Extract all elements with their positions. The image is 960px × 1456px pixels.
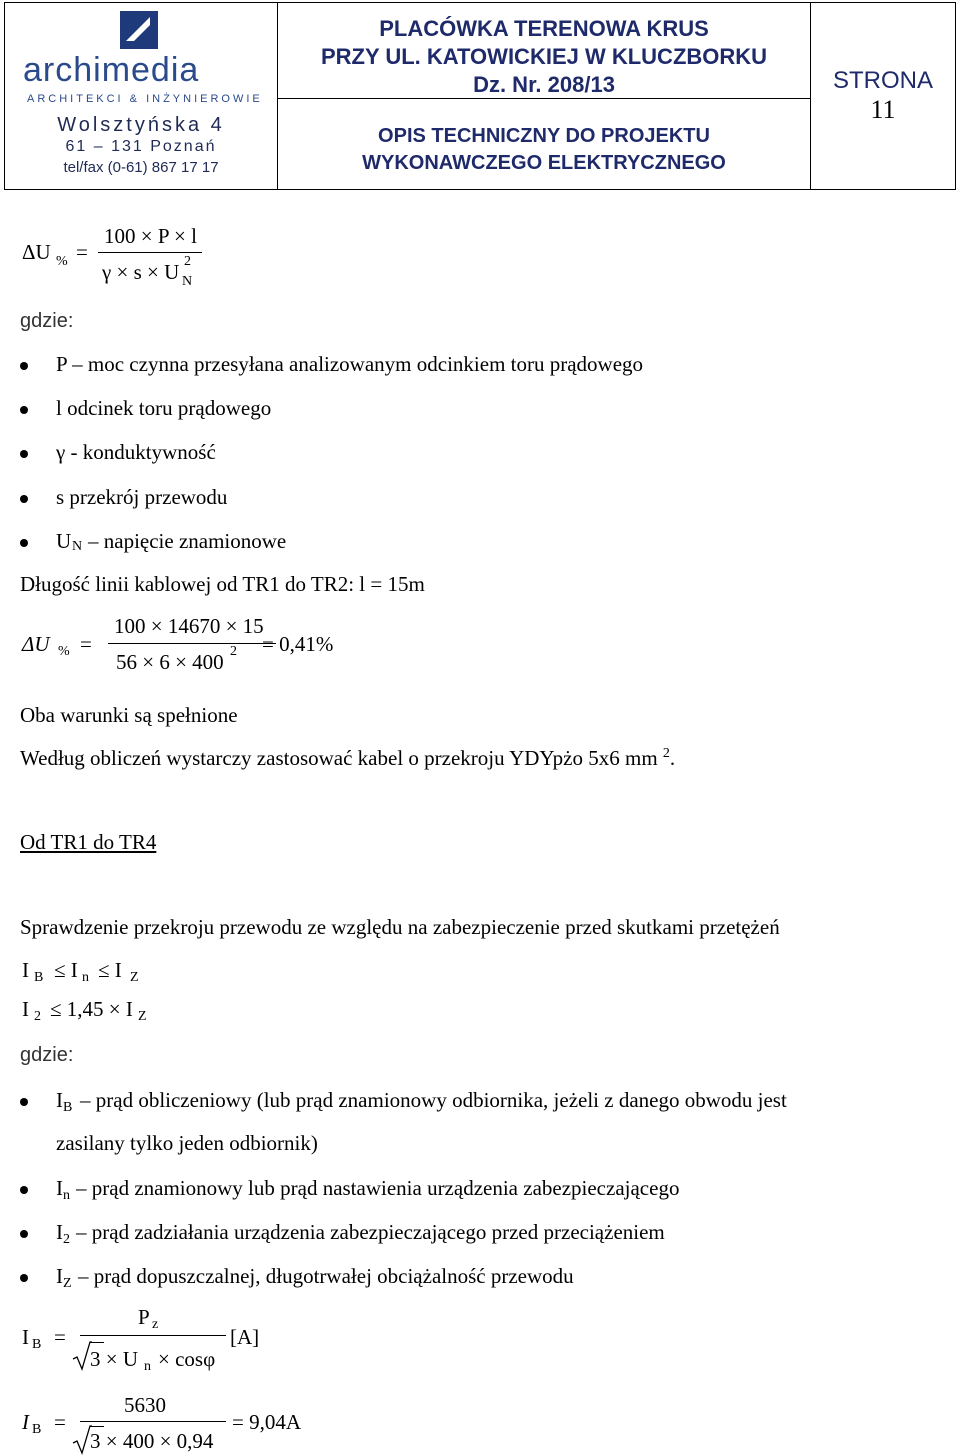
project-title bbox=[278, 3, 810, 99]
logo-sub: ARCHITEKCI & INŻYNIEROWIE bbox=[27, 93, 263, 105]
f4-denominator: 3 × 400 × 0,94 bbox=[90, 1429, 214, 1453]
logo bbox=[5, 3, 277, 109]
subtitle-line-1: OPIS TECHNICZNY DO PROJEKTU bbox=[378, 125, 710, 147]
f2-fraction-bar bbox=[108, 643, 276, 644]
def2-sub: B bbox=[63, 1100, 73, 1115]
title-line-3: Dz. Nr. 208/13 bbox=[473, 72, 615, 97]
logo-mark-icon bbox=[120, 11, 158, 49]
page-header bbox=[4, 2, 956, 190]
f4-lhs: I bbox=[22, 1410, 29, 1434]
def2-desc: prąd dopuszczalnej, długotrwałej obciążalność przewodu bbox=[93, 1264, 574, 1288]
title-line-1: PLACÓWKA TERENOWA KRUS bbox=[379, 16, 709, 41]
logo-cell bbox=[5, 3, 278, 190]
f3-equals: = bbox=[54, 1325, 66, 1349]
gdzie-label-1: gdzie: bbox=[20, 310, 74, 332]
def2-sym: I bbox=[56, 1176, 63, 1200]
page-number: 11 bbox=[870, 95, 896, 124]
def2-desc: prąd zadziałania urządzenia zabezpieczającego przed przeciążeniem bbox=[91, 1220, 665, 1244]
bullet-icon bbox=[20, 1186, 28, 1194]
cond1-ib-sub: B bbox=[34, 970, 44, 985]
recommendation-text: Według obliczeń wystarczy zastosować kabel o przekroju YDYpżo 5x6 mm bbox=[20, 746, 658, 770]
def2-sym: I bbox=[56, 1264, 63, 1288]
cable-length-text: Długość linii kablowej od TR1 do TR2: l = 15m bbox=[20, 572, 425, 596]
def2-sub: n bbox=[63, 1188, 70, 1203]
f1-fraction-bar bbox=[98, 252, 202, 253]
def2-text: – prąd znamionowy lub prąd nastawienia urządzenia zabezpieczającego bbox=[76, 1176, 680, 1200]
f2-lhs-sub: % bbox=[58, 644, 70, 659]
company-address bbox=[5, 113, 277, 179]
f2-numerator: 100 × 14670 × 15 bbox=[114, 614, 264, 638]
cond2-rhs-sub: Z bbox=[138, 1009, 147, 1024]
subtitle-line-2: WYKONAWCZEGO ELEKTRYCZNEGO bbox=[362, 152, 726, 174]
address-city: 61 – 131 Poznań bbox=[65, 138, 217, 155]
f3-denominator: 3 × U bbox=[90, 1347, 139, 1371]
f3-den-end: × cosφ bbox=[158, 1347, 216, 1371]
cond1-iz-sub: Z bbox=[130, 970, 139, 985]
address-street: Wolsztyńska 4 bbox=[57, 114, 225, 136]
page-label: STRONA bbox=[832, 67, 933, 94]
cond1-iz: ≤ I bbox=[98, 958, 122, 982]
recommendation-sup: 2 bbox=[662, 746, 670, 761]
f3-lhs: I bbox=[22, 1325, 29, 1349]
check-intro-text: Sprawdzenie przekroju przewodu ze względu na zabezpieczenie przed skutkami przetężeń bbox=[20, 915, 780, 939]
def2-desc: prąd znamionowy lub prąd nastawienia urządzenia zabezpieczającego bbox=[91, 1176, 680, 1200]
f3-fraction-bar bbox=[80, 1335, 226, 1336]
f2-lhs: ΔU bbox=[22, 632, 50, 656]
f1-numerator: 100 × P × l bbox=[104, 224, 197, 248]
f1-den-sup: 2 bbox=[184, 254, 191, 269]
f1-equals: = bbox=[76, 240, 88, 264]
title-line-2: PRZY UL. KATOWICKIEJ W KLUCZBORKU bbox=[320, 44, 768, 69]
def1-item: napięcie znamionowe bbox=[103, 529, 287, 553]
f3-unit: [A] bbox=[230, 1325, 260, 1349]
f4-lhs-sub: B bbox=[32, 1422, 42, 1437]
cable-recommendation: Według obliczeń wystarczy zastosować kabel o przekroju YDYpżo 5x6 mm $^2$. bbox=[20, 746, 676, 770]
f2-denominator: 56 × 6 × 400 bbox=[116, 650, 224, 674]
f4-sqrt-bar bbox=[90, 1426, 104, 1427]
bullet-icon bbox=[20, 495, 28, 503]
title-cell bbox=[278, 3, 811, 190]
logo-word: archimedia bbox=[23, 51, 200, 89]
bullet-icon bbox=[20, 1274, 28, 1282]
f1-lhs-sub: % bbox=[56, 254, 68, 269]
page-cell bbox=[811, 3, 956, 190]
f2-result: = 0,41% bbox=[262, 632, 334, 656]
def1-item: γ - konduktywność bbox=[56, 440, 216, 464]
conditions-met-text: Oba warunki są spełnione bbox=[20, 703, 238, 727]
def1-un-text: – napięcie znamionowe bbox=[88, 529, 287, 553]
def2-text: – prąd dopuszczalnej, długotrwałej obciążalność przewodu bbox=[78, 1264, 574, 1288]
f4-sqrt-icon bbox=[72, 1425, 92, 1455]
f1-lhs: ΔU bbox=[22, 240, 51, 264]
f3-sqrt-icon bbox=[72, 1341, 92, 1371]
document-subtitle bbox=[278, 99, 810, 191]
f1-den-sub: N bbox=[182, 274, 193, 289]
def2-sym: I bbox=[56, 1220, 63, 1244]
bullet-icon bbox=[20, 1230, 28, 1238]
f1-denominator: γ × s × U bbox=[102, 260, 180, 284]
def1-un-sub: N bbox=[72, 539, 83, 554]
f4-result: = 9,04A bbox=[232, 1410, 302, 1434]
f3-num-sub: z bbox=[152, 1317, 159, 1332]
gdzie-label-2: gdzie: bbox=[20, 1044, 74, 1066]
def2-sym: I bbox=[56, 1088, 63, 1112]
f4-fraction-bar bbox=[80, 1421, 226, 1422]
def1-item: l odcinek toru prądowego bbox=[56, 396, 272, 420]
def2-text: – prąd zadziałania urządzenia zabezpieczającego przed przeciążeniem bbox=[76, 1220, 665, 1244]
def2-sub: 2 bbox=[63, 1232, 70, 1247]
cond1-in: ≤ I bbox=[54, 958, 78, 982]
address-phone: tel/fax (0-61) 867 17 17 bbox=[63, 159, 219, 176]
bullet-icon bbox=[20, 406, 28, 414]
cond1-in-sub: n bbox=[82, 970, 89, 985]
bullet-icon bbox=[20, 539, 28, 547]
def1-item: P – moc czynna przesyłana analizowanym odcinkiem toru prądowego bbox=[56, 352, 644, 376]
f3-numerator: P bbox=[138, 1305, 150, 1329]
bullet-icon bbox=[20, 362, 28, 370]
cond1-ib: I bbox=[22, 958, 29, 982]
f2-den-sup: 2 bbox=[230, 644, 237, 659]
cond2-i2-sub: 2 bbox=[34, 1009, 41, 1024]
f3-lhs-sub: B bbox=[32, 1337, 42, 1352]
def1-un-symbol: U bbox=[56, 529, 72, 553]
bullet-icon bbox=[20, 1098, 28, 1106]
bullet-icon bbox=[20, 450, 28, 458]
section-heading: Od TR1 do TR4 bbox=[20, 830, 157, 854]
f2-equals: = bbox=[80, 632, 92, 656]
def1-item: s przekrój przewodu bbox=[56, 485, 228, 509]
cond2-rhs: ≤ 1,45 × I bbox=[50, 997, 133, 1021]
f3-sqrt-bar bbox=[90, 1342, 104, 1343]
def2-text: – prąd obliczeniowy (lub prąd znamionowy odbiornika, jeżeli z danego obwodu jest bbox=[80, 1088, 787, 1112]
def2-sub: Z bbox=[63, 1276, 72, 1291]
def2-desc: prąd obliczeniowy (lub prąd znamionowy odbiornika, jeżeli z danego obwodu jest bbox=[95, 1088, 787, 1112]
f4-numerator: 5630 bbox=[124, 1393, 166, 1417]
f3-den-sub: n bbox=[144, 1359, 151, 1374]
def2-continuation: zasilany tylko jeden odbiornik) bbox=[56, 1131, 318, 1155]
f4-equals: = bbox=[54, 1410, 66, 1434]
cond2-i2: I bbox=[22, 997, 29, 1021]
